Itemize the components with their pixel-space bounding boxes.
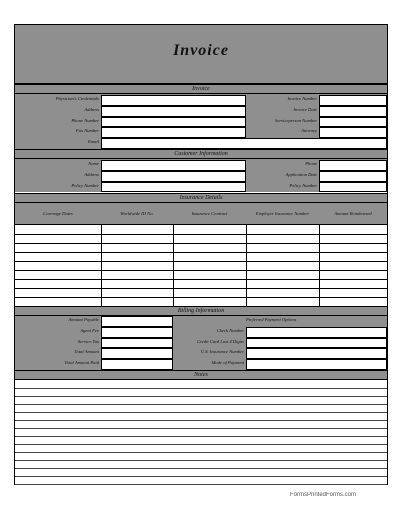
insurance-col-divider: [173, 225, 174, 306]
insurance-row-line: [15, 279, 387, 280]
billing-right-label: U.S. Insurance Number: [200, 349, 244, 355]
billing-left-field[interactable]: [101, 316, 173, 327]
insurance-row-line: [15, 306, 387, 307]
invoice-right-label: Serviceperson Number: [275, 117, 317, 123]
billing-label: Amount Payable: [68, 317, 99, 322]
customer-right-label: Application Date: [285, 171, 317, 177]
section-header-insurance: Insurance Details: [15, 193, 387, 203]
insurance-row-line: [15, 261, 387, 262]
invoice-label: Email: [88, 139, 99, 145]
customer-label: Policy Number: [71, 182, 99, 188]
customer-right-field[interactable]: [319, 160, 387, 171]
billing-left-field[interactable]: [101, 359, 173, 370]
section-header-billing: Billing Information: [15, 306, 387, 316]
invoice-left-field[interactable]: [101, 117, 246, 128]
section-header-notes: Notes: [15, 370, 387, 380]
invoice-label: Phone Number: [71, 117, 99, 123]
customer-left-field[interactable]: [101, 171, 246, 182]
insurance-col-divider: [101, 225, 102, 306]
billing-right-field[interactable]: [246, 338, 387, 349]
section-header-invoice: Invoice: [15, 84, 387, 94]
notes-line: [15, 468, 387, 469]
notes-line: [15, 404, 387, 405]
notes-line: [15, 460, 387, 461]
invoice-left-field[interactable]: [101, 95, 246, 106]
section-header-customer: Customer Information: [15, 149, 387, 159]
notes-line: [15, 388, 387, 389]
page-title: Invoice: [173, 42, 229, 59]
insurance-column-header: Employer Insurance Number: [255, 211, 310, 216]
billing-left-field[interactable]: [101, 338, 173, 349]
invoice-right-label: Attorney: [301, 128, 317, 134]
billing-left-field[interactable]: [101, 327, 173, 338]
customer-right-label: Policy Number: [289, 182, 317, 188]
billing-label: Service Tax: [77, 338, 99, 344]
notes-line: [15, 428, 387, 429]
billing-right-field[interactable]: [246, 327, 387, 338]
insurance-column-header: Amount Reimbursed: [334, 211, 372, 216]
insurance-row-line: [15, 243, 387, 244]
customer-left-field[interactable]: [101, 182, 246, 193]
insurance-row-line: [15, 252, 387, 253]
invoice-email-field[interactable]: [101, 138, 387, 149]
notes-line: [15, 444, 387, 445]
customer-label: Name: [88, 161, 99, 166]
notes-line: [15, 436, 387, 437]
insurance-row-line: [15, 234, 387, 235]
billing-left-field[interactable]: [101, 348, 173, 359]
invoice-form: [14, 24, 388, 485]
invoice-right-field[interactable]: [319, 106, 387, 117]
invoice-right-field[interactable]: [319, 117, 387, 128]
billing-label: Total Amount: [74, 349, 99, 355]
customer-right-field[interactable]: [319, 171, 387, 182]
insurance-column-header: Worldwide ID No.: [120, 211, 154, 216]
invoice-label: Fax Number: [75, 128, 99, 134]
invoice-right-field[interactable]: [319, 127, 387, 138]
notes-line: [15, 476, 387, 477]
insurance-row-line: [15, 270, 387, 271]
billing-right-label: Credit Card Last 4 Digits: [197, 338, 244, 344]
customer-left-field[interactable]: [101, 160, 246, 171]
footer-logo: FormsPrintedForms.com: [290, 492, 357, 498]
insurance-col-divider: [319, 225, 320, 306]
customer-right-field[interactable]: [319, 182, 387, 193]
insurance-column-header: Insurance Contract: [191, 211, 228, 216]
invoice-left-field[interactable]: [101, 106, 246, 117]
billing-label: Agent Fee: [80, 327, 99, 333]
insurance-column-header: Coverage Dates: [43, 211, 73, 216]
invoice-right-field[interactable]: [319, 95, 387, 106]
billing-right-label: Mode of Payment: [211, 360, 244, 366]
billing-right-field[interactable]: [246, 348, 387, 359]
invoice-left-field[interactable]: [101, 127, 246, 138]
notes-line: [15, 412, 387, 413]
billing-right-field[interactable]: [246, 359, 387, 370]
notes-line: [15, 484, 387, 485]
billing-right-label: Check Number: [216, 327, 244, 333]
invoice-label: Physician's Credentials: [55, 96, 99, 101]
insurance-row-line: [15, 297, 387, 298]
customer-label: Address: [84, 171, 99, 177]
notes-line: [15, 396, 387, 397]
invoice-label: Address: [84, 106, 99, 112]
insurance-col-divider: [246, 225, 247, 306]
notes-line: [15, 420, 387, 421]
billing-label: Total Amount Paid: [64, 360, 99, 366]
customer-right-label: Phone: [305, 161, 317, 166]
invoice-right-label: Invoice Date: [293, 106, 317, 112]
invoice-right-label: Invoice Number: [287, 96, 317, 101]
insurance-row-line: [15, 288, 387, 289]
billing-right-header: Preferred Payment Options: [246, 317, 297, 322]
notes-line: [15, 452, 387, 453]
